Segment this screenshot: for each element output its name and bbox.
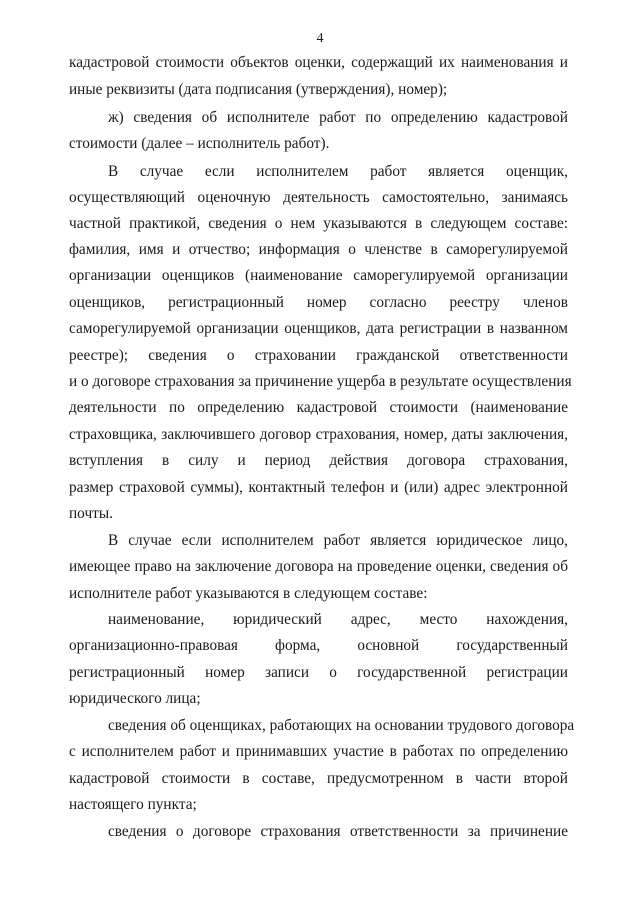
text-line: с исполнителем работ и принимавших участие в работах по определению: [69, 743, 568, 760]
text-line: страховщика, заключившего договор страхования, номер, даты заключения,: [69, 426, 568, 443]
text-line: регистрационный номер записи о государственной регистрации: [69, 664, 568, 681]
text-line: В случае если исполнителем работ является оценщик,: [108, 163, 568, 180]
text-line: размер страховой суммы), контактный телефон и (или) адрес электронной: [69, 479, 568, 496]
text-line: кадастровой стоимости в составе, предусмотренном в части второй: [69, 770, 568, 787]
text-line: реестре); сведения о страховании гражданской ответственности: [69, 347, 568, 364]
text-line: оценщиков, регистрационный номер согласно реестру членов: [69, 294, 568, 311]
text-line: деятельности по определению кадастровой стоимости (наименование: [69, 399, 568, 416]
text-line: настоящего пункта;: [69, 796, 197, 813]
text-line: частной практикой, сведения о нем указываются в следующем составе:: [69, 215, 568, 232]
text-line: организации оценщиков (наименование саморегулируемой организации: [69, 267, 568, 284]
text-line: и о договоре страхования за причинение ущерба в результате осуществления: [69, 373, 572, 390]
text-line: кадастровой стоимости объектов оценки, содержащий их наименования и: [69, 54, 568, 71]
text-line: саморегулируемой организации оценщиков, дата регистрации в названном: [69, 320, 568, 337]
text-line: стоимости (далее – исполнитель работ).: [69, 135, 330, 152]
text-line: ж) сведения об исполнителе работ по определению кадастровой: [108, 109, 568, 126]
text-line: юридического лица;: [69, 690, 201, 707]
text-line: сведения об оценщиках, работающих на основании трудового договора: [108, 717, 575, 734]
page-number: 4: [316, 31, 324, 46]
text-line: наименование, юридический адрес, место нахождения,: [108, 611, 568, 628]
text-line: исполнителе работ указываются в следующем составе:: [69, 585, 428, 602]
text-line: В случае если исполнителем работ является юридическое лицо,: [108, 532, 568, 549]
text-line: вступления в силу и период действия договора страхования,: [69, 452, 568, 469]
text-line: сведения о договоре страхования ответственности за причинение: [108, 823, 568, 840]
text-line: имеющее право на заключение договора на проведение оценки, сведения об: [69, 558, 568, 575]
text-line: иные реквизиты (дата подписания (утверждения), номер);: [69, 81, 448, 98]
text-line: фамилия, имя и отчество; информация о членстве в саморегулируемой: [69, 241, 568, 258]
text-line: почты.: [69, 505, 113, 522]
text-line: организационно-правовая форма, основной государственный: [69, 637, 568, 654]
text-line: осуществляющий оценочную деятельность самостоятельно, занимаясь: [69, 189, 568, 206]
